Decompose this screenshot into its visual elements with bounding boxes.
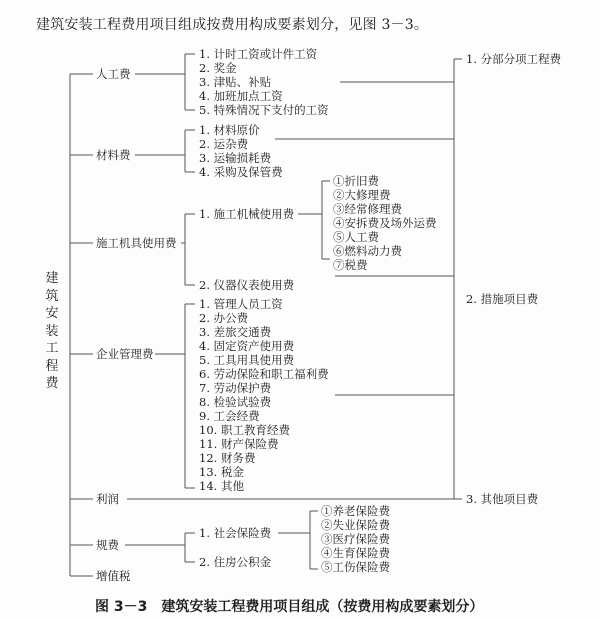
- intro-text: 建筑安装工程费用项目组成按费用构成要素划分，见图 3－3。: [36, 17, 429, 33]
- management-item: 7. 劳动保护费: [199, 381, 272, 395]
- materials-item: 2. 运杂费: [199, 137, 249, 151]
- machinery-subitem: ①折旧费: [333, 174, 379, 188]
- machinery-item: 1. 施工机械使用费: [199, 207, 295, 221]
- management-item: 8. 检验试验费: [199, 395, 272, 409]
- root-label-建筑安装工程费: [44, 270, 60, 393]
- right-item-measures: 2. 措施项目费: [466, 292, 539, 306]
- labor-item: 2. 奖金: [199, 61, 237, 75]
- materials-item: 4. 采购及保管费: [199, 165, 283, 179]
- fees-subitem: ⑤工伤保险费: [321, 560, 390, 574]
- fees-item: 1. 社会保险费: [199, 526, 272, 540]
- management-item: 14. 其他: [199, 479, 244, 493]
- machinery-subitem: ⑦税费: [333, 258, 368, 272]
- category-machinery: 施工机具使用费: [96, 236, 177, 250]
- right-item-other: 3. 其他项目费: [466, 492, 539, 506]
- management-item: 5. 工具用具使用费: [199, 353, 295, 367]
- machinery-subitem: ②大修理费: [333, 188, 391, 202]
- management-item: 2. 办公费: [199, 311, 249, 325]
- fees-subitem: ④生育保险费: [321, 546, 390, 560]
- labor-item: 5. 特殊情况下支付的工资: [199, 103, 329, 117]
- labor-item: 1. 计时工资或计件工资: [199, 47, 318, 61]
- figure-caption: 图 3－3 建筑安装工程费用项目组成（按费用构成要素划分）: [95, 599, 484, 615]
- management-item: 11. 财产保险费: [199, 437, 279, 451]
- category-profit: 利润: [96, 492, 119, 506]
- root-char: 安: [45, 306, 59, 321]
- management-item: 10. 职工教育经费: [199, 423, 290, 437]
- category-labor: 人工费: [96, 67, 131, 81]
- root-char: 工: [45, 341, 59, 356]
- materials-item: 1. 材料原价: [199, 123, 260, 137]
- labor-item: 3. 津贴、补贴: [199, 75, 272, 89]
- right-item-sub-project: 1. 分部分项工程费: [466, 52, 562, 66]
- materials-item: 3. 运输损耗费: [199, 151, 272, 165]
- category-management: 企业管理费: [96, 347, 154, 361]
- management-item: 13. 税金: [199, 465, 244, 479]
- category-fees: 规费: [96, 538, 119, 552]
- management-item: 6. 劳动保险和职工福利费: [199, 367, 329, 381]
- fees-subitem: ①养老保险费: [321, 504, 390, 518]
- management-item: 12. 财务费: [199, 451, 256, 465]
- machinery-item: 2. 仪器仪表使用费: [199, 278, 295, 292]
- root-char: 费: [45, 376, 59, 391]
- management-item: 1. 管理人员工资: [199, 297, 283, 311]
- root-char: 筑: [45, 288, 59, 304]
- root-char: 程: [45, 358, 59, 374]
- management-item: 3. 差旅交通费: [199, 325, 272, 339]
- machinery-subitem: ⑤人工费: [333, 230, 379, 244]
- fees-subitem: ③医疗保险费: [321, 532, 390, 546]
- labor-item: 4. 加班加点工资: [199, 89, 283, 103]
- machinery-subitem: ④安拆费及场外运费: [333, 216, 437, 230]
- machinery-subitem: ③经常修理费: [333, 202, 402, 216]
- category-materials: 材料费: [96, 148, 131, 162]
- fees-subitem: ②失业保险费: [321, 518, 390, 532]
- management-item: 4. 固定资产使用费: [199, 339, 295, 353]
- management-item: 9. 工会经费: [199, 409, 260, 423]
- category-vat: 增值税: [96, 569, 131, 583]
- fees-item: 2. 住房公积金: [199, 555, 272, 569]
- root-char: 建: [45, 271, 59, 286]
- root-char: 装: [45, 323, 59, 339]
- machinery-subitem: ⑥燃料动力费: [333, 244, 402, 258]
